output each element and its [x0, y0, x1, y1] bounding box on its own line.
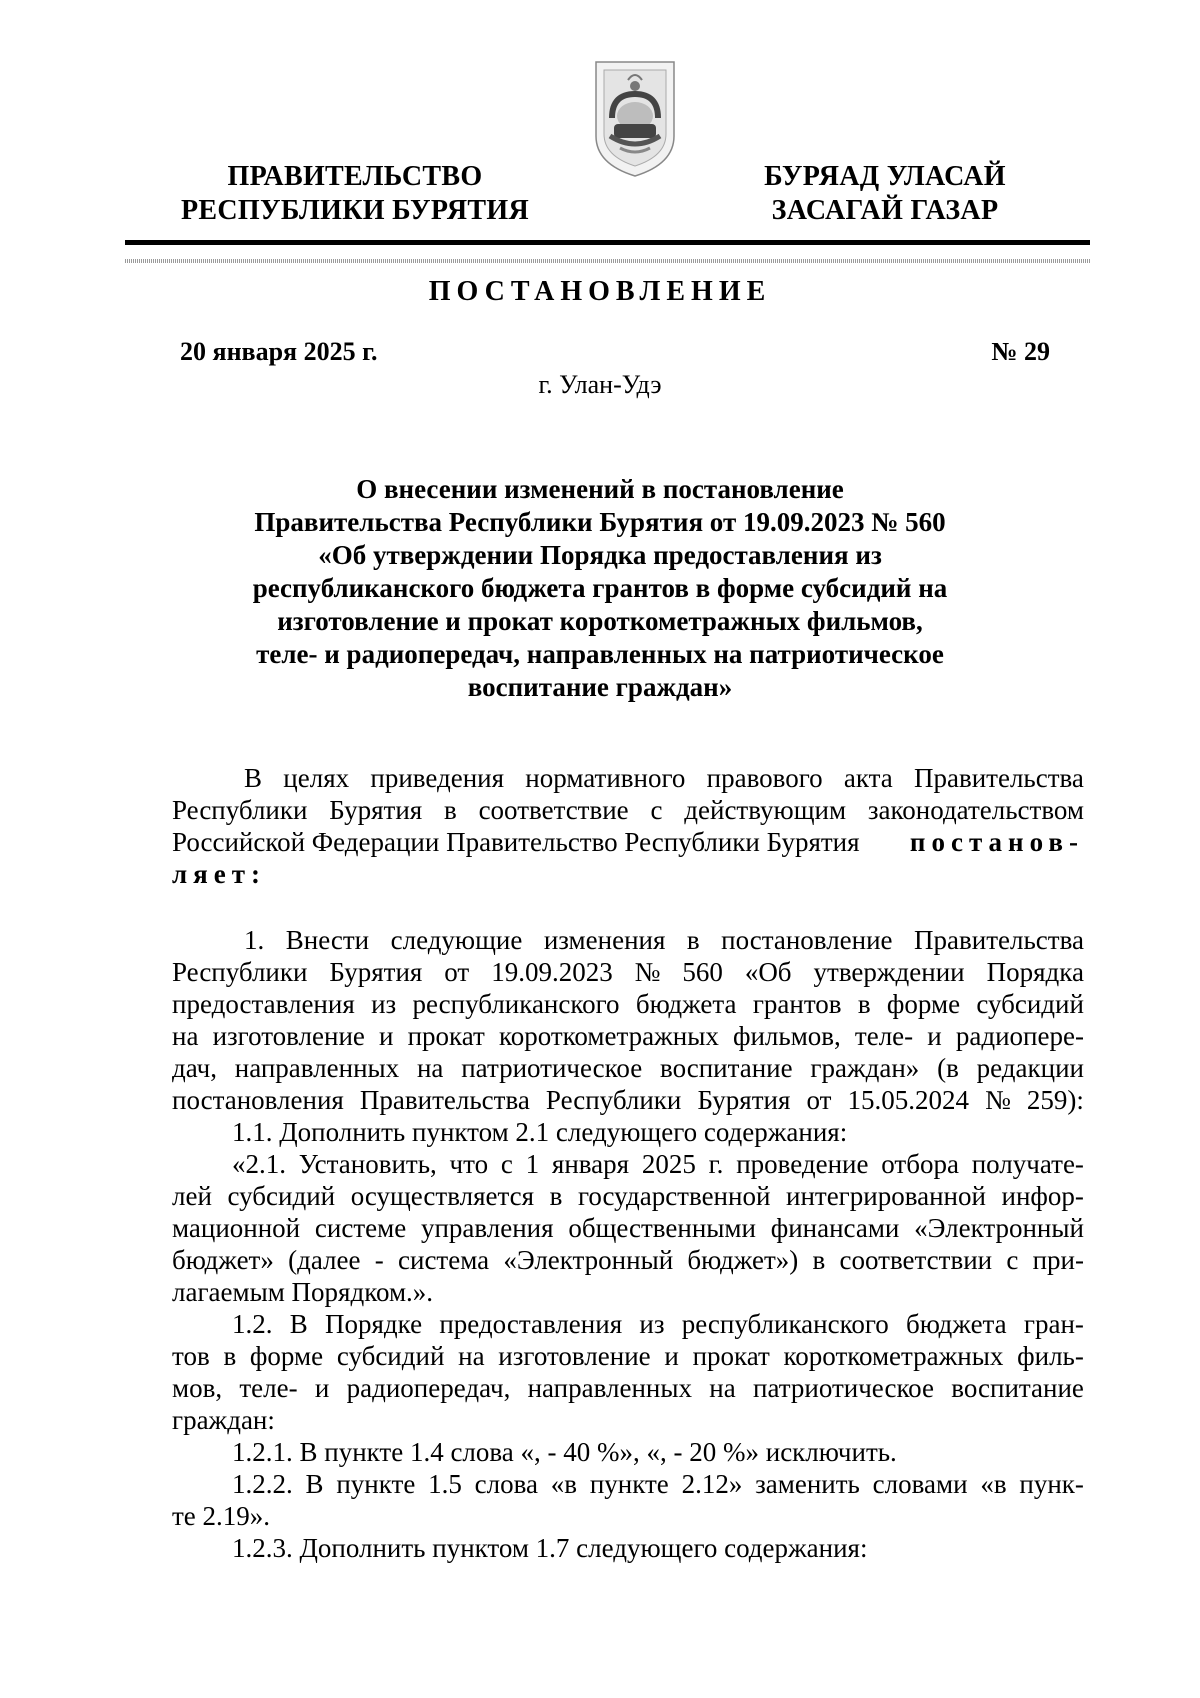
org-name-buryat	[745, 160, 1025, 228]
title-line: республиканского бюджета грантов в форме субсидий на	[252, 573, 948, 603]
paragraph-line: мационной системе управления общественными финансами «Электронный	[172, 1213, 1084, 1243]
org-name-russian	[170, 160, 540, 228]
paragraph-line: 1.1. Дополнить пунктом 2.1 следующего содержания:	[232, 1117, 848, 1147]
org-name-buryat-line2: ЗАСАГАЙ ГАЗАР	[771, 195, 999, 226]
title-line: «Об утверждении Порядка предоставления из	[318, 540, 882, 570]
coat-of-arms-icon	[590, 56, 680, 180]
document-body	[172, 762, 1084, 1564]
document-title	[150, 473, 1050, 704]
paragraph-line: 1.2.2. В пункте 1.5 слова «в пункте 2.12» заменить словами «в пунк-	[232, 1469, 1084, 1499]
paragraph-line: тов в форме субсидий на изготовление и прокат короткометражных филь-	[172, 1341, 1084, 1371]
document-type: ПОСТАНОВЛЕНИЕ	[428, 276, 772, 307]
paragraph-line: «2.1. Установить, что с 1 января 2025 г. проведение отбора получате-	[232, 1149, 1084, 1179]
paragraph-line: предоставления из республиканского бюджета грантов в форме субсидий	[172, 989, 1084, 1019]
title-line: изготовление и прокат короткометражных фильмов,	[277, 606, 923, 636]
org-name-russian-line1: ПРАВИТЕЛЬСТВО	[227, 161, 483, 192]
paragraph-line: дач, направленных на патриотическое воспитание граждан» (в редакции	[172, 1053, 1084, 1083]
header-divider-thin	[125, 259, 1090, 263]
document-number: № 29	[991, 337, 1050, 366]
paragraph-line: постановления Правительства Республики Бурятия от 15.05.2024 № 259):	[172, 1085, 1084, 1115]
document-date: 20 января 2025 г.	[180, 337, 378, 366]
paragraph-line: на изготовление и прокат короткометражных фильмов, теле- и радиопере-	[172, 1021, 1084, 1051]
preamble-line: В целях приведения нормативного правового акта Правительства	[244, 763, 1084, 793]
preamble-text: Российской Федерации Правительство Республики Бурятия	[172, 827, 860, 857]
paragraph-line: 1.2.3. Дополнить пунктом 1.7 следующего содержания:	[232, 1533, 868, 1563]
paragraph-line: бюджет» (далее - система «Электронный бюджет») в соответствии с при-	[172, 1245, 1084, 1275]
preamble-emphasis: постанов-	[909, 827, 1084, 857]
title-line: О внесении изменений в постановление	[356, 474, 844, 504]
paragraph-line: граждан:	[172, 1405, 275, 1435]
title-line: Правительства Республики Бурятия от 19.09.2023 № 560	[254, 507, 946, 537]
title-line: теле- и радиопередач, направленных на патриотическое	[256, 639, 944, 669]
preamble-line: Республики Бурятия в соответствие с действующим законодательством	[172, 795, 1084, 825]
org-name-russian-line2: РЕСПУБЛИКИ БУРЯТИЯ	[181, 195, 529, 226]
paragraph-line: Республики Бурятия от 19.09.2023 № 560 «Об утверждении Порядка	[172, 957, 1084, 987]
preamble-emphasis-end: ляет:	[172, 859, 266, 889]
preamble-line	[172, 826, 1084, 858]
document-city: г. Улан-Удэ	[538, 370, 662, 399]
paragraph-line: лагаемым Порядком.».	[172, 1277, 434, 1307]
paragraph-line: лей субсидий осуществляется в государственной интегрированной инфор-	[172, 1181, 1084, 1211]
org-name-buryat-line1: БУРЯАД УЛАСАЙ	[764, 161, 1006, 192]
paragraph-line: мов, теле- и радиопередач, направленных на патриотическое воспитание	[172, 1373, 1084, 1403]
header-divider-thick	[125, 240, 1090, 245]
paragraph-line: 1.2.1. В пункте 1.4 слова «, - 40 %», «, - 20 %» исключить.	[232, 1437, 897, 1467]
paragraph-line: 1. Внести следующие изменения в постановление Правительства	[244, 925, 1084, 955]
title-line: воспитание граждан»	[467, 672, 733, 702]
paragraph-line: те 2.19».	[172, 1501, 271, 1531]
paragraph-line: 1.2. В Порядке предоставления из республиканского бюджета гран-	[232, 1309, 1084, 1339]
